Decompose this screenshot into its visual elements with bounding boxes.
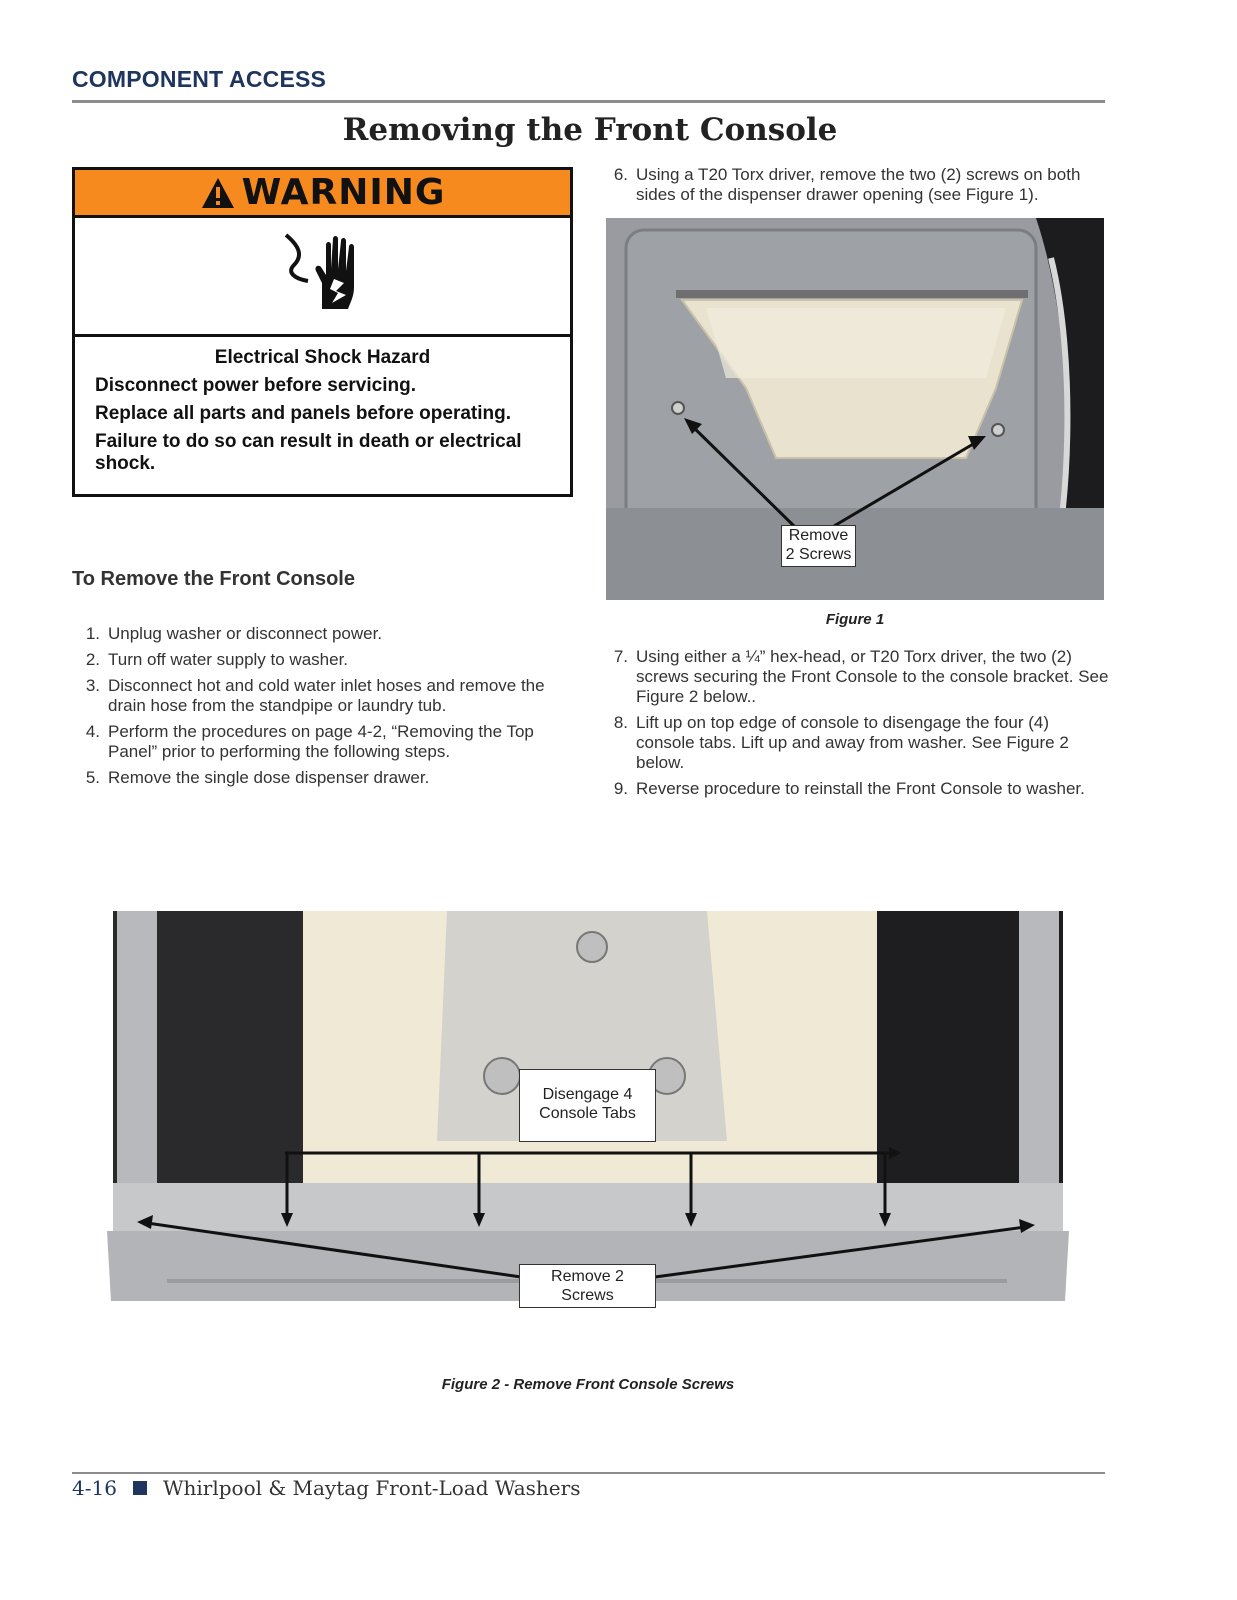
list-item: 6. Using a T20 Torx driver, remove the two (2) screws on both sides of the dispenser drawer opening (see Figure 1). <box>613 165 1081 204</box>
steps-list-right-bottom <box>600 647 1110 805</box>
list-item: 3. Disconnect hot and cold water inlet hoses and remove the drain hose from the standpipe or laundry tub. <box>85 676 545 715</box>
warning-text <box>75 337 570 475</box>
steps-list-left <box>72 624 582 794</box>
warning-line: Failure to do so can result in death or electrical shock. <box>95 431 522 474</box>
procedure-heading: To Remove the Front Console <box>72 568 355 590</box>
figure-1-callout: Remove 2 Screws <box>781 525 856 567</box>
warning-banner <box>75 170 570 218</box>
screw-right-icon <box>992 424 1004 436</box>
figure-2-tabs-callout: Disengage 4 Console Tabs <box>519 1069 656 1142</box>
figure-2-screws-callout: Remove 2 Screws <box>519 1264 656 1308</box>
footer-square-icon <box>133 1481 147 1495</box>
steps-list-right-top <box>600 165 1110 211</box>
warning-box <box>72 167 573 497</box>
list-item: 1. Unplug washer or disconnect power. <box>85 624 383 643</box>
header-divider <box>72 100 1105 103</box>
footer <box>72 1476 580 1500</box>
warning-hazard-title: Electrical Shock Hazard <box>214 347 431 368</box>
warning-line: Replace all parts and panels before operating. <box>95 403 512 424</box>
list-item: 2. Turn off water supply to washer. <box>85 650 349 669</box>
screw-top-icon <box>577 932 607 962</box>
warning-line: Disconnect power before servicing. <box>95 375 416 396</box>
footer-divider <box>72 1472 1105 1474</box>
list-item: 9. Reverse procedure to reinstall the Front Console to washer. <box>613 779 1085 798</box>
list-item: 4. Perform the procedures on page 4-2, “Removing the Top Panel” prior to performing the following steps. <box>85 722 534 761</box>
page-title: Removing the Front Console <box>342 112 838 148</box>
footer-title: Whirlpool & Maytag Front-Load Washers <box>162 1476 581 1500</box>
warning-label: WARNING <box>241 172 446 213</box>
section-header: COMPONENT ACCESS <box>72 66 327 92</box>
page-number: 4-16 <box>72 1476 117 1500</box>
warning-triangle-icon <box>200 176 236 210</box>
warning-symbol-area <box>75 218 570 337</box>
screw-left-icon <box>672 402 684 414</box>
screw-mid-left-icon <box>484 1058 520 1094</box>
list-item: 7. Using either a ¼” hex-head, or T20 Torx driver, the two (2) screws securing the Front Console to the console bracket. See Figure 2 below.. <box>613 647 1109 706</box>
figure-1-caption: Figure 1 <box>825 611 885 628</box>
electrical-shock-hand-icon <box>278 231 368 321</box>
list-item: 8. Lift up on top edge of console to disengage the four (4) console tabs. Lift up and away from washer. See Figure 2 below. <box>613 713 1069 772</box>
figure-2-caption: Figure 2 - Remove Front Console Screws <box>441 1376 735 1393</box>
list-item: 5. Remove the single dose dispenser drawer. <box>85 768 430 787</box>
